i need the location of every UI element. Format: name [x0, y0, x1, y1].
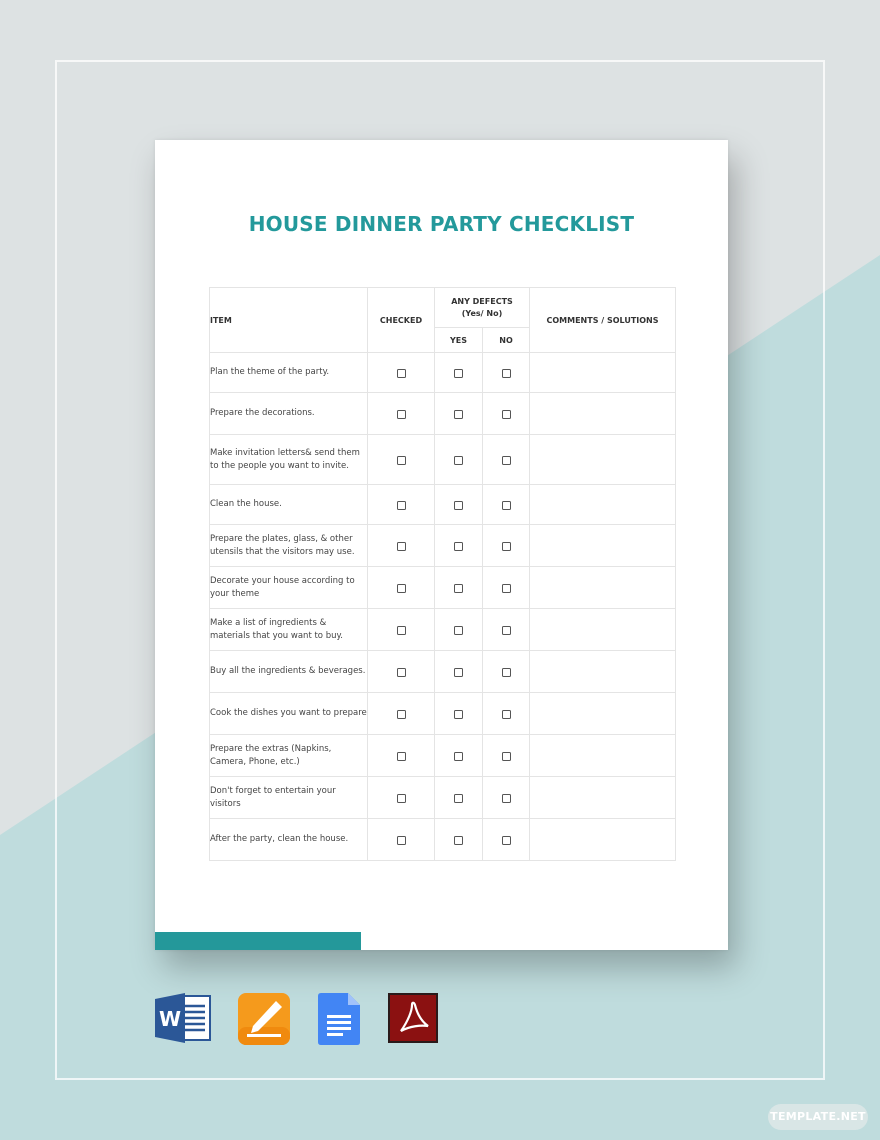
- yes-checkbox[interactable]: [454, 836, 463, 845]
- no-cell: [483, 693, 530, 735]
- item-label: Make invitation letters& send them to the people you want to invite.: [210, 435, 368, 485]
- yes-checkbox[interactable]: [454, 710, 463, 719]
- document-preview: [155, 140, 728, 950]
- comments-cell[interactable]: [530, 435, 676, 485]
- comments-cell[interactable]: [530, 393, 676, 435]
- yes-cell: [435, 777, 483, 819]
- comments-cell[interactable]: [530, 735, 676, 777]
- comments-cell[interactable]: [530, 777, 676, 819]
- header-checked: CHECKED: [368, 288, 435, 353]
- yes-cell: [435, 567, 483, 609]
- item-label: Prepare the extras (Napkins, Camera, Phone, etc.): [210, 735, 368, 777]
- comments-cell[interactable]: [530, 651, 676, 693]
- yes-checkbox[interactable]: [454, 794, 463, 803]
- table-row: [210, 819, 676, 861]
- checked-checkbox[interactable]: [397, 836, 406, 845]
- no-cell: [483, 777, 530, 819]
- comments-cell[interactable]: [530, 567, 676, 609]
- no-cell: [483, 819, 530, 861]
- yes-cell: [435, 485, 483, 525]
- yes-checkbox[interactable]: [454, 626, 463, 635]
- google-docs-icon[interactable]: [318, 993, 360, 1050]
- table-row: [210, 651, 676, 693]
- checked-checkbox[interactable]: [397, 752, 406, 761]
- checked-checkbox[interactable]: [397, 794, 406, 803]
- checked-cell: [368, 525, 435, 567]
- table-row: [210, 353, 676, 393]
- yes-cell: [435, 651, 483, 693]
- yes-cell: [435, 435, 483, 485]
- checklist-table: [209, 287, 676, 861]
- checked-checkbox[interactable]: [397, 410, 406, 419]
- checked-checkbox[interactable]: [397, 369, 406, 378]
- yes-cell: [435, 819, 483, 861]
- header-defects-title: ANY DEFECTS: [451, 296, 513, 306]
- word-icon-letter: W: [158, 1007, 182, 1031]
- item-label: After the party, clean the house.: [210, 819, 368, 861]
- comments-cell[interactable]: [530, 525, 676, 567]
- header-no: NO: [483, 328, 530, 353]
- header-yes: YES: [435, 328, 483, 353]
- checked-checkbox[interactable]: [397, 668, 406, 677]
- table-row: [210, 393, 676, 435]
- checked-checkbox[interactable]: [397, 710, 406, 719]
- table-row: [210, 525, 676, 567]
- footer-accent-bar: [155, 932, 361, 950]
- checked-checkbox[interactable]: [397, 626, 406, 635]
- no-checkbox[interactable]: [502, 794, 511, 803]
- no-checkbox[interactable]: [502, 668, 511, 677]
- comments-cell[interactable]: [530, 609, 676, 651]
- checked-checkbox[interactable]: [397, 542, 406, 551]
- table-row: [210, 777, 676, 819]
- checked-cell: [368, 735, 435, 777]
- checked-cell: [368, 609, 435, 651]
- checked-cell: [368, 393, 435, 435]
- item-label: Prepare the plates, glass, & other utensils that the visitors may use.: [210, 525, 368, 567]
- pages-icon[interactable]: [238, 993, 290, 1050]
- no-checkbox[interactable]: [502, 584, 511, 593]
- no-cell: [483, 393, 530, 435]
- no-checkbox[interactable]: [502, 456, 511, 465]
- checked-cell: [368, 435, 435, 485]
- no-checkbox[interactable]: [502, 836, 511, 845]
- yes-checkbox[interactable]: [454, 410, 463, 419]
- no-checkbox[interactable]: [502, 626, 511, 635]
- yes-cell: [435, 393, 483, 435]
- no-checkbox[interactable]: [502, 542, 511, 551]
- header-row: [210, 288, 676, 328]
- checked-checkbox[interactable]: [397, 456, 406, 465]
- yes-checkbox[interactable]: [454, 584, 463, 593]
- checked-cell: [368, 777, 435, 819]
- yes-cell: [435, 525, 483, 567]
- item-label: Plan the theme of the party.: [210, 353, 368, 393]
- no-cell: [483, 525, 530, 567]
- no-cell: [483, 485, 530, 525]
- checked-cell: [368, 819, 435, 861]
- table-row: [210, 609, 676, 651]
- table-row: [210, 567, 676, 609]
- no-cell: [483, 609, 530, 651]
- yes-cell: [435, 735, 483, 777]
- yes-checkbox[interactable]: [454, 542, 463, 551]
- yes-checkbox[interactable]: [454, 752, 463, 761]
- item-label: Decorate your house according to your theme: [210, 567, 368, 609]
- no-checkbox[interactable]: [502, 410, 511, 419]
- checked-checkbox[interactable]: [397, 584, 406, 593]
- no-cell: [483, 567, 530, 609]
- item-label: Make a list of ingredients & materials that you want to buy.: [210, 609, 368, 651]
- item-label: Prepare the decorations.: [210, 393, 368, 435]
- checked-cell: [368, 353, 435, 393]
- no-checkbox[interactable]: [502, 501, 511, 510]
- header-comments: COMMENTS / SOLUTIONS: [530, 288, 676, 353]
- comments-cell[interactable]: [530, 353, 676, 393]
- table-row: [210, 435, 676, 485]
- header-defects-sub: (Yes/ No): [461, 308, 503, 318]
- yes-cell: [435, 609, 483, 651]
- no-checkbox[interactable]: [502, 710, 511, 719]
- yes-cell: [435, 353, 483, 393]
- template-net-badge[interactable]: TEMPLATE.NET: [768, 1104, 868, 1130]
- yes-checkbox[interactable]: [454, 668, 463, 677]
- item-label: Clean the house.: [210, 485, 368, 525]
- item-label: Buy all the ingredients & beverages.: [210, 651, 368, 693]
- yes-cell: [435, 693, 483, 735]
- header-any-defects: [435, 288, 530, 328]
- header-item: ITEM: [210, 288, 368, 353]
- checked-cell: [368, 693, 435, 735]
- no-cell: [483, 651, 530, 693]
- yes-checkbox[interactable]: [454, 501, 463, 510]
- table-row: [210, 693, 676, 735]
- no-checkbox[interactable]: [502, 752, 511, 761]
- yes-checkbox[interactable]: [454, 369, 463, 378]
- comments-cell[interactable]: [530, 693, 676, 735]
- checked-cell: [368, 485, 435, 525]
- word-icon[interactable]: [155, 993, 211, 1048]
- table-row: [210, 485, 676, 525]
- item-label: Cook the dishes you want to prepare: [210, 693, 368, 735]
- comments-cell[interactable]: [530, 485, 676, 525]
- yes-checkbox[interactable]: [454, 456, 463, 465]
- table-row: [210, 735, 676, 777]
- pdf-icon[interactable]: [388, 993, 438, 1048]
- item-label: Don't forget to entertain your visitors: [210, 777, 368, 819]
- no-cell: [483, 353, 530, 393]
- checked-cell: [368, 651, 435, 693]
- checked-cell: [368, 567, 435, 609]
- document-title: HOUSE DINNER PARTY CHECKLIST: [248, 212, 635, 236]
- no-cell: [483, 735, 530, 777]
- no-cell: [483, 435, 530, 485]
- comments-cell[interactable]: [530, 819, 676, 861]
- checked-checkbox[interactable]: [397, 501, 406, 510]
- no-checkbox[interactable]: [502, 369, 511, 378]
